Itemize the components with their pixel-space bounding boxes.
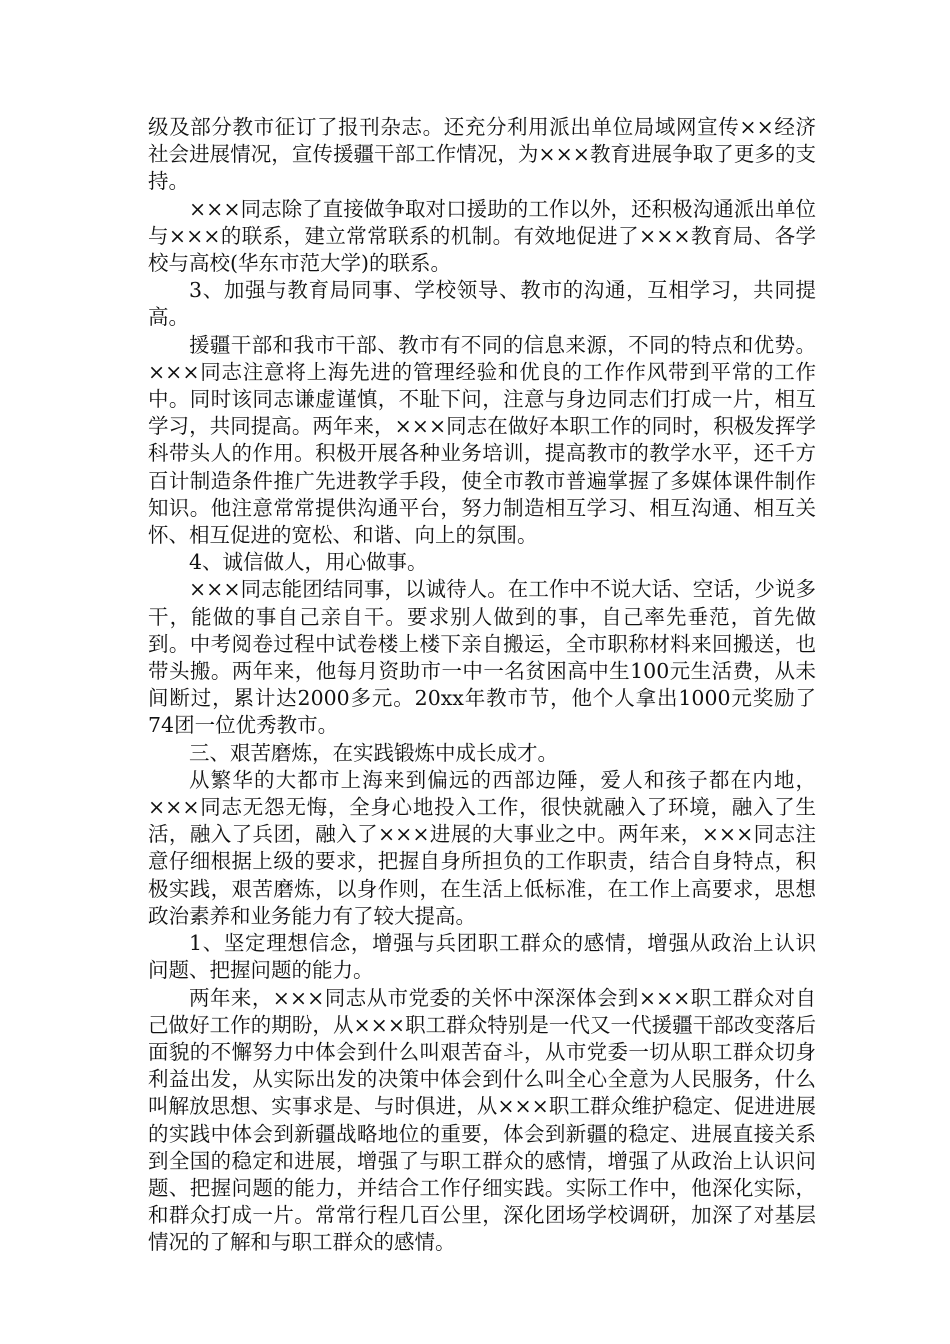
paragraph: ×××同志除了直接做争取对口援助的工作以外，还积极沟通派出单位与×××的联系，建立常常联系的机制。有效地促进了×××教育局、各学校与高校(华东市范大学)的联系。: [148, 196, 816, 276]
section-heading: 3、加强与教育局同事、学校领导、教市的沟通，互相学习，共同提高。: [148, 278, 816, 330]
paragraph: 从繁华的大都市上海来到偏远的西部边陲，爱人和孩子都在内地，×××同志无怨无悔，全身心地投入工作，很快就融入了环境，融入了生活，融入了兵团，融入了×××进展的大事业之中。两年来，×××同志注意仔细根据上级的要求，把握自身所担负的工作职责，结合自身特点，积极实践，艰苦磨炼，以身作则，在生活上低标准，在工作上高要求，思想政治素养和业务能力有了较大提高。: [148, 767, 816, 928]
section-heading: 三、艰苦磨炼，在实践锻炼中成长成才。: [189, 740, 558, 765]
paragraph: 援疆干部和我市干部、教市有不同的信息来源，不同的特点和优势。×××同志注意将上海先进的管理经验和优良的工作作风带到平常的工作中。同时该同志谦虚谨慎，不耻下问，注意与身边同志们打成一片，相互学习，共同提高。两年来，×××同志在做好本职工作的同时，积极发挥学科带头人的作用。积极开展各种业务培训，提高教市的教学水平，还千方百计制造条件推广先进教学手段，使全市教市普遍掌握了多媒体课件制作知识。他注意常常提供沟通平台，努力制造相互学习、相互沟通、相互关怀、相互促进的宽松、和谐、向上的氛围。: [148, 332, 816, 548]
document-page: [148, 114, 816, 1257]
section-heading: 4、诚信做人，用心做事。: [189, 550, 428, 575]
paragraph: 级及部分教市征订了报刊杂志。还充分利用派出单位局域网宣传××经济社会进展情况，宣传援疆干部工作情况，为×××教育进展争取了更多的支持。: [148, 115, 816, 194]
section-heading: 1、坚定理想信念，增强与兵团职工群众的感情，增强从政治上认识问题、把握问题的能力。: [148, 931, 816, 983]
paragraph: ×××同志能团结同事，以诚待人。在工作中不说大话、空话，少说多干，能做的事自己亲自干。要求别人做到的事，自己率先垂范，首先做到。中考阅卷过程中试卷楼上楼下亲自搬运，全市职称材料来回搬送，也带头搬。两年来，他每月资助市一中一名贫困高中生100元生活费，从未间断过，累计达2000多元。20xx年教市节，他个人拿出1000元奖励了74团一位优秀教市。: [148, 577, 816, 738]
paragraph: 两年来，×××同志从市党委的关怀中深深体会到×××职工群众对自己做好工作的期盼，从×××职工群众特别是一代又一代援疆干部改变落后面貌的不懈努力中体会到什么叫艰苦奋斗，从市党委一切从职工群众切身利益出发，从实际出发的决策中体会到什么叫全心全意为人民服务，什么叫解放思想、实事求是、与时俱进，从×××职工群众维护稳定、促进进展的实践中体会到新疆战略地位的重要，体会到新疆的稳定、进展直接关系到全国的稳定和进展，增强了与职工群众的感情，增强了从政治上认识问题、把握问题的能力，并结合工作仔细实践。实际工作中，他深化实际，和群众打成一片。常常行程几百公里，深化团场学校调研，加深了对基层情况的了解和与职工群众的感情。: [148, 985, 816, 1255]
